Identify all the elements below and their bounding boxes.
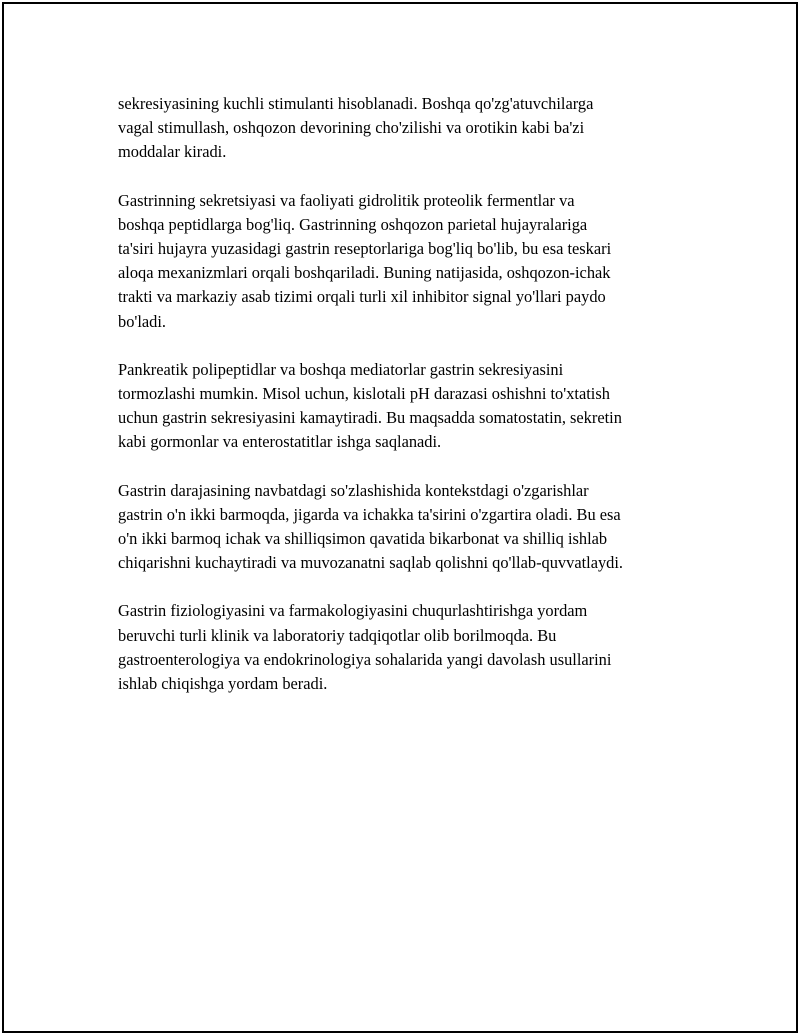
paragraph-2: Gastrinning sekretsiyasi va faoliyati gidrolitik proteolik fermentlar va boshqa peptidlarga bog'liq. Gastrinning oshqozon parietal hujayralariga ta'siri hujayra yuzasidagi gastrin reseptorlariga bog'liq bo'lib, bu esa teskari aloqa mexanizmlari orqali boshqariladi. Buning natijasida, oshqozon-ichak trakti va markaziy asab tizimi orqali turli xil inhibitor signal yo'llari paydo bo'ladi.	[118, 190, 612, 331]
paragraph-4: Gastrin darajasining navbatdagi so'zlashishida kontekstdagi o'zgarishlar gastrin o'n ikki barmoqda, jigarda va ichakka ta'sirini o'zgartira oladi. Bu esa o'n ikki barmoq ichak va shilliqsimon qavatida bikarbonat va shilliq ishlab chiqarishni kuchaytiradi va muvozanatni saqlab qolishni qo'llab-quvvatlaydi.	[118, 480, 624, 573]
paragraph-1: sekresiyasining kuchli stimulanti hisoblanadi. Boshqa qo'zg'atuvchilarga vagal stimullash, oshqozon devorining cho'zilishi va orotikin kabi ba'zi moddalar kiradi.	[118, 94, 594, 162]
paragraph-3: Pankreatik polipeptidlar va boshqa mediatorlar gastrin sekresiyasini tormozlashi mumkin. Misol uchun, kislotali pH darazasi oshishni to'xtatish uchun gastrin sekresiyasini kamaytiradi. Bu maqsadda somatostatin, sekretin kabi gormonlar va enterostatitlar ishga saqlanadi.	[118, 359, 622, 452]
paragraph-5: Gastrin fiziologiyasini va farmakologiyasini chuqurlashtirishga yordam beruvchi turli klinik va laboratoriy tadqiqotlar olib borilmoqda. Bu gastroenterologiya va endokrinologiya sohalarida yangi davolash usullarini ishlab chiqishga yordam beradi.	[118, 601, 612, 694]
document-body	[118, 92, 698, 720]
